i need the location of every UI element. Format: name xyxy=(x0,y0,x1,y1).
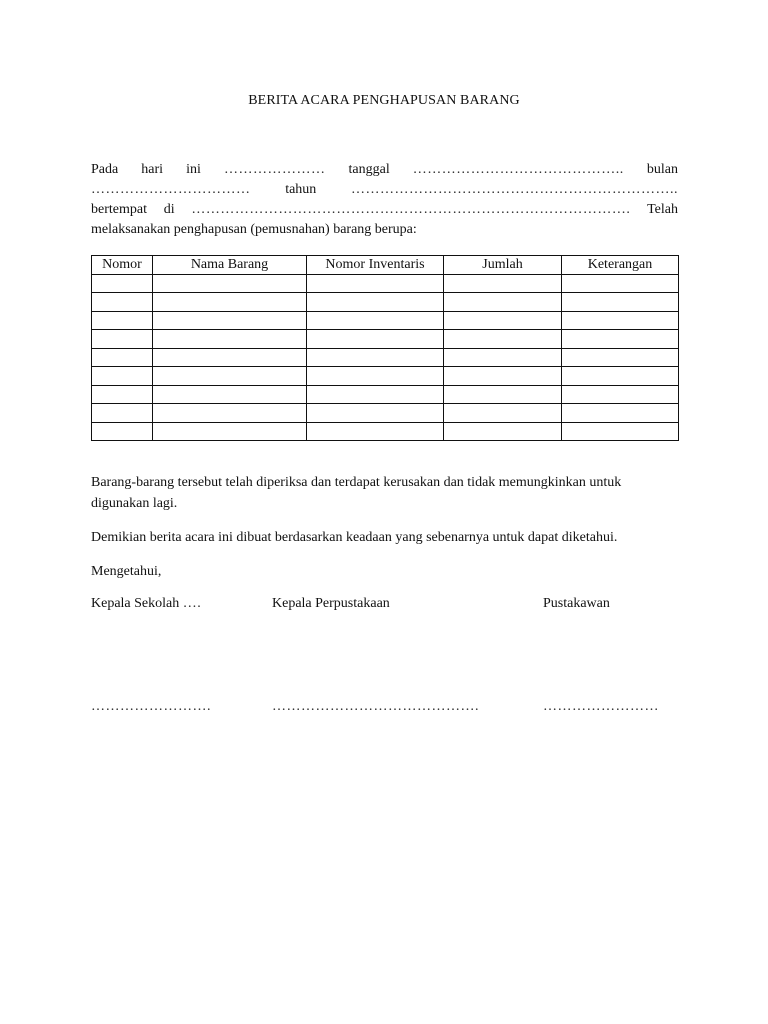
paragraph-closing: Demikian berita acara ini dibuat berdasarkan keadaan yang sebenarnya untuk dapat diketahui. xyxy=(91,530,618,545)
document-title: BERITA ACARA PENGHAPUSAN BARANG xyxy=(248,93,520,108)
table-cell xyxy=(153,422,307,441)
word-pada: Pada xyxy=(91,162,119,177)
signature-line-kepala-sekolah: ……………………. xyxy=(91,699,211,714)
table-cell xyxy=(153,311,307,330)
intro-line-4 xyxy=(91,220,678,240)
paragraph-condition: Barang-barang tersebut telah diperiksa dan terdapat kerusakan dan tidak memungkinkan untuk digunakan lagi. xyxy=(91,475,622,511)
word-tanggal: tanggal xyxy=(348,162,390,177)
header-jumlah: Jumlah xyxy=(444,256,562,275)
signatory-kepala-perpustakaan: Kepala Perpustakaan xyxy=(272,596,390,611)
table-cell xyxy=(153,330,307,349)
table-cell xyxy=(562,348,679,367)
table-cell xyxy=(92,348,153,367)
table-cell xyxy=(562,274,679,293)
table-cell xyxy=(562,293,679,312)
date-dots: …………………………………….. xyxy=(412,162,624,177)
year-dots: ………………………………………………………….. xyxy=(350,182,678,197)
header-nama-barang: Nama Barang xyxy=(153,256,307,275)
table-cell xyxy=(153,385,307,404)
table-row xyxy=(92,311,679,330)
table-cell xyxy=(307,404,444,423)
word-telah: Telah xyxy=(647,202,678,217)
table-cell xyxy=(307,274,444,293)
table-row xyxy=(92,348,679,367)
table-cell xyxy=(153,404,307,423)
table-cell xyxy=(444,367,562,386)
table-cell xyxy=(307,330,444,349)
table-row xyxy=(92,404,679,423)
signatory-pustakawan: Pustakawan xyxy=(543,596,610,611)
table-cell xyxy=(562,367,679,386)
table-cell xyxy=(562,330,679,349)
table-cell xyxy=(92,274,153,293)
word-bulan: bulan xyxy=(646,162,678,177)
table-cell xyxy=(444,385,562,404)
table-row xyxy=(92,274,679,293)
table-row xyxy=(92,367,679,386)
intro-line-1 xyxy=(91,160,678,180)
table-cell xyxy=(153,367,307,386)
table-cell xyxy=(92,404,153,423)
table-cell xyxy=(307,311,444,330)
kepala-sekolah-label: Kepala Sekolah xyxy=(91,596,180,611)
table-row xyxy=(92,330,679,349)
intro-line-2 xyxy=(91,180,678,200)
table-row xyxy=(92,293,679,312)
place-dots: ………………………………………………………………………………. xyxy=(191,202,631,217)
intro-continuation: melaksanakan penghapusan (pemusnahan) barang berupa: xyxy=(91,222,417,237)
table-row xyxy=(92,422,679,441)
table-cell xyxy=(92,422,153,441)
table-cell xyxy=(92,311,153,330)
table-cell xyxy=(444,293,562,312)
table-cell xyxy=(307,385,444,404)
table-cell xyxy=(153,274,307,293)
table-cell xyxy=(444,311,562,330)
table-cell xyxy=(444,404,562,423)
word-bertempat: bertempat xyxy=(91,202,147,217)
day-dots: ………………… xyxy=(223,162,326,177)
table-cell xyxy=(92,330,153,349)
table-cell xyxy=(153,293,307,312)
table-cell xyxy=(444,422,562,441)
kepala-sekolah-dots: …. xyxy=(182,596,202,611)
header-nomor-inventaris: Nomor Inventaris xyxy=(307,256,444,275)
word-tahun: tahun xyxy=(285,182,317,197)
table-cell xyxy=(444,348,562,367)
word-di: di xyxy=(163,202,175,217)
table-cell xyxy=(562,404,679,423)
mengetahui-label: Mengetahui, xyxy=(91,564,162,579)
table-cell xyxy=(562,385,679,404)
table-cell xyxy=(562,311,679,330)
header-keterangan: Keterangan xyxy=(562,256,679,275)
table-cell xyxy=(307,293,444,312)
table-cell xyxy=(307,367,444,386)
table-cell xyxy=(562,422,679,441)
table-cell xyxy=(444,274,562,293)
table-cell xyxy=(307,348,444,367)
table-cell xyxy=(92,367,153,386)
signatory-kepala-sekolah xyxy=(91,594,201,614)
signature-line-kepala-perpustakaan: ……………………………………. xyxy=(272,699,479,714)
table-cell xyxy=(153,348,307,367)
table-cell xyxy=(92,385,153,404)
word-hari: hari xyxy=(141,162,164,177)
word-ini: ini xyxy=(186,162,201,177)
inventory-table xyxy=(91,255,679,441)
table-cell xyxy=(92,293,153,312)
header-nomor: Nomor xyxy=(92,256,153,275)
table-row xyxy=(92,385,679,404)
signature-line-pustakawan: …………………… xyxy=(543,699,659,714)
intro-line-3 xyxy=(91,200,678,220)
month-dots: …………………………… xyxy=(91,182,251,197)
table-cell xyxy=(307,422,444,441)
table-cell xyxy=(444,330,562,349)
table-header-row xyxy=(92,256,679,275)
